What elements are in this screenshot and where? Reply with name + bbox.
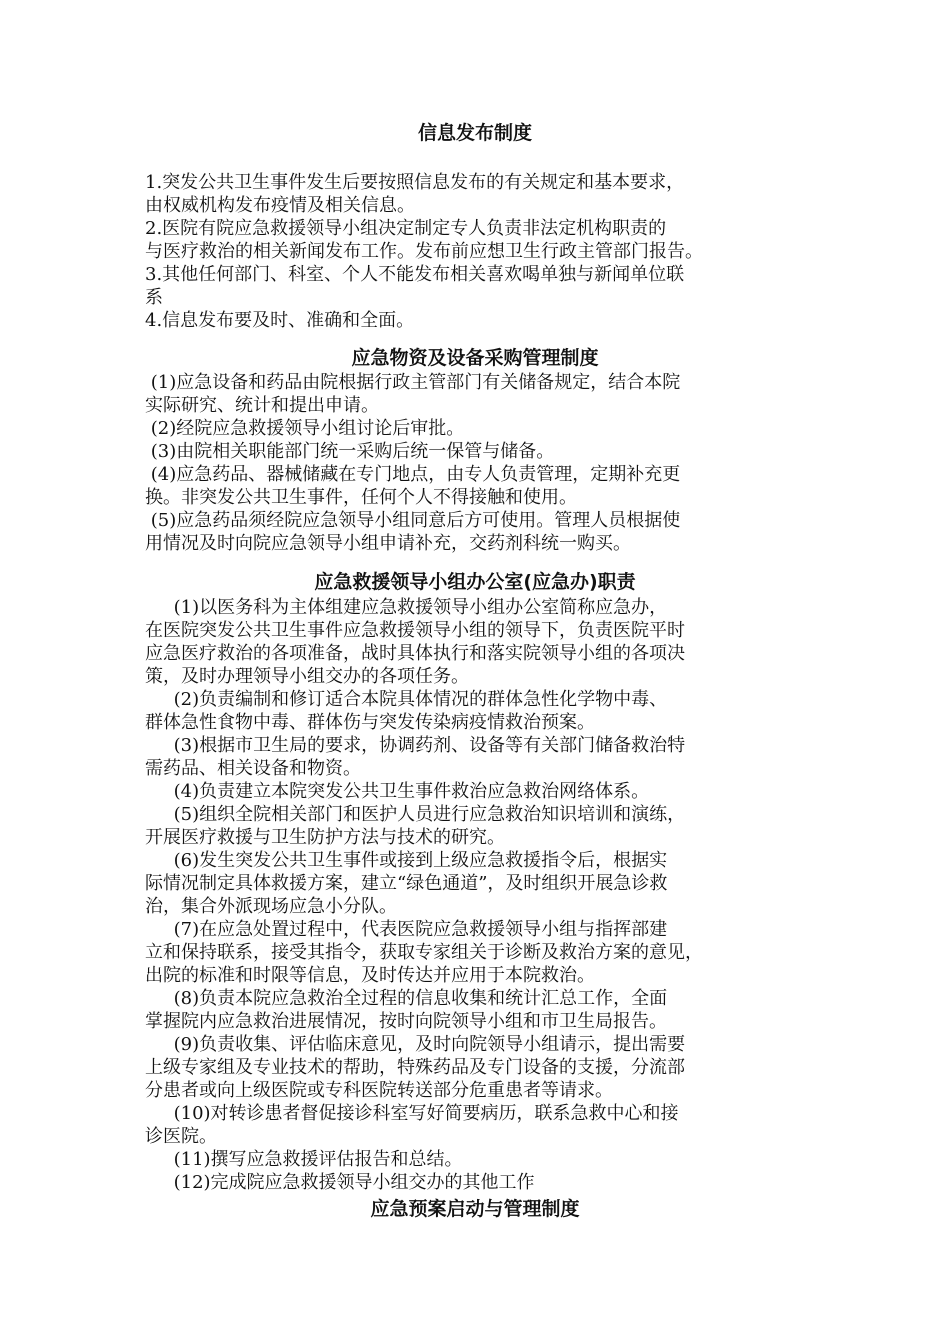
- paragraph: [145, 171, 820, 217]
- text-line: 际情况制定具体救援方案，建立“绿色通道”，及时组织开展急诊救: [145, 873, 668, 894]
- text-line: (5)组织全院相关部门和医护人员进行应急救治知识培训和演练，: [145, 804, 686, 825]
- paragraph: [145, 263, 820, 309]
- text-line: (9)负责收集、评估临床意见，及时向院领导小组请示，提出需要: [145, 1034, 686, 1055]
- section-body-emergency-office: [145, 596, 820, 1194]
- text-line: 分患者或向上级医院或专科医院转送部分危重患者等请求。: [145, 1080, 613, 1101]
- section-title-emergency-office: 应急救援领导小组办公室(应急办)职责: [314, 571, 636, 593]
- paragraph: [145, 596, 820, 688]
- text-line: 治，集合外派现场应急小分队。: [145, 896, 397, 917]
- text-line: (4)应急药品、器械储藏在专门地点，由专人负责管理，定期补充更: [145, 464, 681, 485]
- text-line: 用情况及时向院应急领导小组申请补充，交药剂科统一购买。: [145, 533, 631, 554]
- text-line: (2)经院应急救援领导小组讨论后审批。: [145, 418, 465, 439]
- paragraph: [145, 688, 820, 734]
- text-line: (11)撰写应急救援评估报告和总结。: [145, 1149, 463, 1170]
- text-line: 出院的标准和时限等信息，及时传达并应用于本院救治。: [145, 965, 595, 986]
- section-body-emergency-procurement: [145, 371, 820, 555]
- paragraph: [145, 918, 820, 987]
- paragraph: [145, 417, 820, 440]
- paragraph: [145, 1148, 820, 1171]
- paragraph: [145, 987, 820, 1033]
- text-line: 上级专家组及专业技术的帮助，特殊药品及专门设备的支援，分流部: [145, 1057, 685, 1078]
- text-line: (6)发生突发公共卫生事件或接到上级应急救援指令后，根据实: [145, 850, 668, 871]
- paragraph: [145, 309, 820, 332]
- text-line: (8)负责本院应急救治全过程的信息收集和统计汇总工作，全面: [145, 988, 668, 1009]
- text-line: 在医院突发公共卫生事件应急救援领导小组的领导下，负责医院平时: [145, 620, 685, 641]
- text-line: 开展医疗救援与卫生防护方法与技术的研究。: [145, 827, 505, 848]
- text-line: (2)负责编制和修订适合本院具体情况的群体急性化学物中毒、: [145, 689, 668, 710]
- section-body-info-release: [145, 171, 820, 332]
- text-line: 换。非突发公共卫生事件，任何个人不得接触和使用。: [145, 487, 577, 508]
- text-line: 2.医院有院应急救援领导小组决定制定专人负责非法定机构职责的: [145, 218, 667, 239]
- text-line: 与医疗救治的相关新闻发布工作。发布前应想卫生行政主管部门报告。: [145, 241, 703, 262]
- paragraph: [145, 849, 820, 918]
- paragraph: [145, 1171, 820, 1194]
- paragraph: [145, 780, 820, 803]
- paragraph: [145, 217, 820, 263]
- text-line: 由权威机构发布疫情及相关信息。: [145, 195, 415, 216]
- text-line: 1.突发公共卫生事件发生后要按照信息发布的有关规定和基本要求，: [145, 172, 685, 193]
- text-line: 系: [145, 287, 163, 308]
- paragraph: [145, 440, 820, 463]
- paragraph: [145, 803, 820, 849]
- text-line: 群体急性食物中毒、群体伤与突发传染病疫情救治预案。: [145, 712, 595, 733]
- section-title-info-release: 信息发布制度: [417, 122, 532, 144]
- text-line: 策，及时办理领导小组交办的各项任务。: [145, 666, 469, 687]
- text-line: 应急医疗救治的各项准备，战时具体执行和落实院领导小组的各项决: [145, 643, 685, 664]
- paragraph: [145, 509, 820, 555]
- text-line: 实际研究、统计和提出申请。: [145, 395, 379, 416]
- text-line: (7)在应急处置过程中，代表医院应急救援领导小组与指挥部建: [145, 919, 668, 940]
- text-line: 需药品、相关设备和物资。: [145, 758, 361, 779]
- section-title-contingency-plan: 应急预案启动与管理制度: [370, 1198, 580, 1220]
- text-line: 立和保持联系，接受其指令，获取专家组关于诊断及救治方案的意见，: [145, 942, 703, 963]
- text-line: 掌握院内应急救治进展情况，按时向院领导小组和市卫生局报告。: [145, 1011, 667, 1032]
- text-line: 3.其他任何部门、科室、个人不能发布相关喜欢喝单独与新闻单位联: [145, 264, 685, 285]
- text-line: 4.信息发布要及时、准确和全面。: [145, 310, 415, 331]
- paragraph: [145, 734, 820, 780]
- text-line: 诊医院。: [145, 1126, 217, 1147]
- text-line: (4)负责建立本院突发公共卫生事件救治应急救治网络体系。: [145, 781, 650, 802]
- text-line: (12)完成院应急救援领导小组交办的其他工作: [145, 1172, 535, 1193]
- text-line: (1)应急设备和药品由院根据行政主管部门有关储备规定，结合本院: [145, 372, 681, 393]
- text-line: (1)以医务科为主体组建应急救援领导小组办公室简称应急办，: [145, 597, 668, 618]
- text-line: (5)应急药品须经院应急领导小组同意后方可使用。管理人员根据使: [145, 510, 681, 531]
- text-line: (3)由院相关职能部门统一采购后统一保管与储备。: [145, 441, 555, 462]
- paragraph: [145, 1033, 820, 1102]
- text-line: (3)根据市卫生局的要求，协调药剂、设备等有关部门储备救治特: [145, 735, 686, 756]
- paragraph: [145, 1102, 820, 1148]
- section-title-emergency-procurement: 应急物资及设备采购管理制度: [351, 347, 599, 369]
- paragraph: [145, 463, 820, 509]
- paragraph: [145, 371, 820, 417]
- text-line: (10)对转诊患者督促接诊科室写好简要病历，联系急救中心和接: [145, 1103, 679, 1124]
